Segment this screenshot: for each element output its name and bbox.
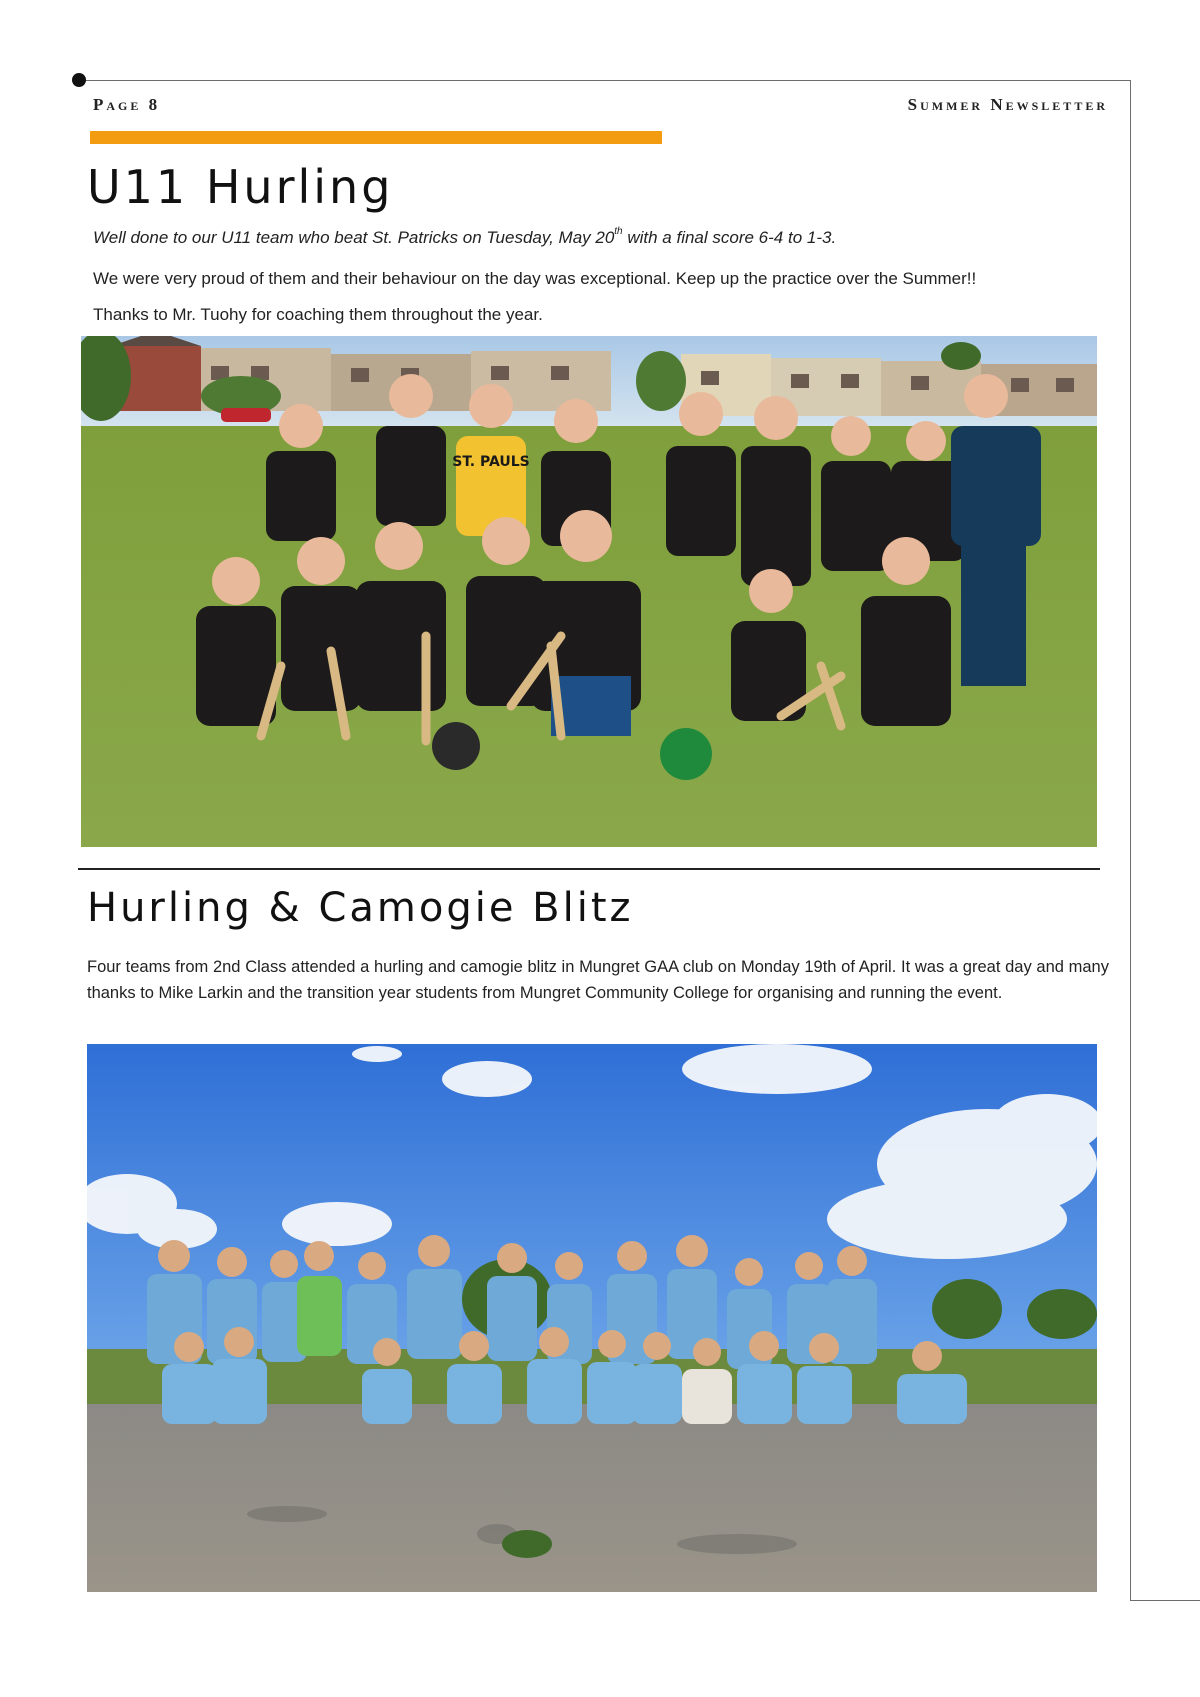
accent-bar xyxy=(90,131,662,144)
u11-result-paragraph xyxy=(93,226,1113,250)
u11-team-photo xyxy=(81,336,1097,847)
page-number: Page 8 xyxy=(93,95,161,114)
blitz-paragraph: Four teams from 2nd Class attended a hurling and camogie blitz in Mungret GAA club on Monday 19th of April. It was a great day and many thanks to Mike Larkin and the transition year students from Mungret Community College for organising and running the event. xyxy=(87,958,1109,1002)
section-divider xyxy=(78,868,1100,870)
u11-result-score: with a final score 6-4 to 1-3. xyxy=(622,228,837,247)
blitz-title: Hurling & Camogie Blitz xyxy=(87,885,634,931)
u11-hurling-title: U11 Hurling xyxy=(87,160,394,214)
page-frame-right xyxy=(1130,80,1131,1601)
newsletter-name: Summer Newsletter xyxy=(907,95,1108,114)
page-frame-bottom xyxy=(1130,1600,1200,1601)
u11-thanks-paragraph: Thanks to Mr. Tuohy for coaching them throughout the year. xyxy=(93,305,543,324)
blitz-group-photo xyxy=(87,1044,1097,1592)
frame-corner-dot xyxy=(72,73,86,87)
date-ordinal: th xyxy=(614,226,623,238)
jersey-text: ST. PAULS xyxy=(452,454,530,470)
u11-result-text: Well done to our U11 team who beat St. Patricks on Tuesday, May 20 xyxy=(93,228,615,247)
page-frame-top xyxy=(80,80,1131,81)
u11-proud-paragraph: We were very proud of them and their behaviour on the day was exceptional. Keep up the practice over the Summer!! xyxy=(93,269,977,288)
